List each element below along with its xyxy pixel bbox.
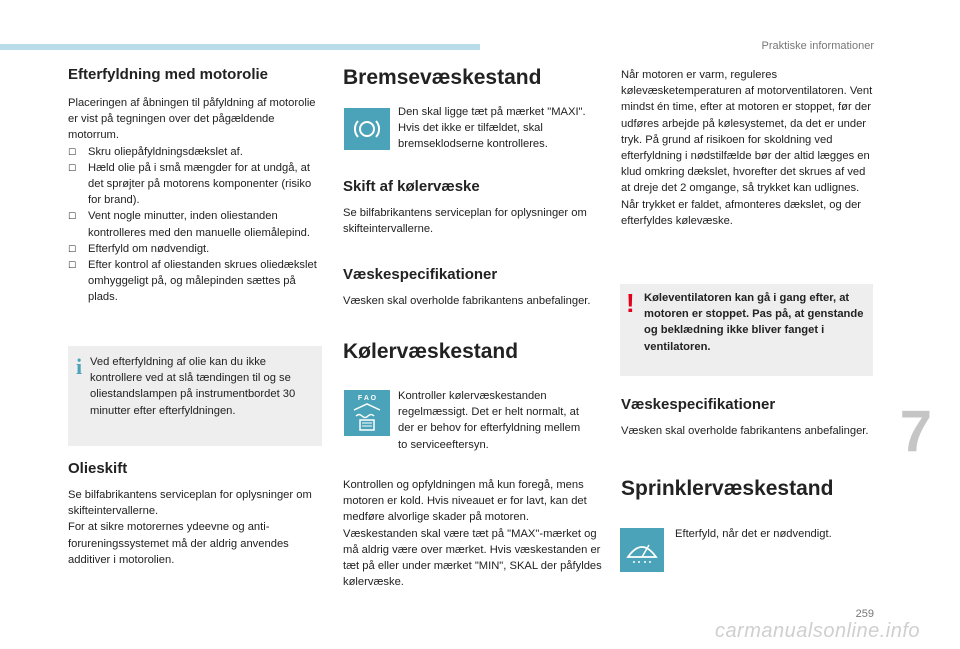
info-box xyxy=(68,346,322,446)
coolant-level-heading: Kølervæskestand xyxy=(343,340,519,363)
coolant-change-section xyxy=(343,178,603,237)
oil-change-section xyxy=(68,460,324,568)
info-text: Ved efterfyldning af olie kan du ikke kontrollere ved at slå tændingen til og se oliestandslampen på instrumentbordet 30 minutter efter efterfyldningen. xyxy=(90,356,296,417)
warning-icon: ! xyxy=(626,288,635,318)
bullet-icon: ☐ xyxy=(68,211,77,222)
fluid-spec-heading-2: Væskespecifikationer xyxy=(621,396,776,413)
oil-refill-heading: Efterfyldning med motorolie xyxy=(68,66,269,83)
coolant-level-section xyxy=(343,340,603,364)
oil-refill-intro: Placeringen af åbningen til påfyldning af motorolie er vist på tegningen over det pågældende motorrum. xyxy=(68,97,316,142)
fluid-spec-text-2: Væsken skal overholde fabrikantens anbefalinger. xyxy=(621,425,869,437)
fluid-spec-text-1: Væsken skal overholde fabrikantens anbefalinger. xyxy=(343,295,591,307)
fluid-spec-section-2 xyxy=(621,396,877,439)
chapter-number: 7 xyxy=(899,399,932,464)
list-item: ☐ Skru oliepåfyldningsdækslet af. xyxy=(68,144,324,160)
fluid-spec-heading-1: Væskespecifikationer xyxy=(343,266,498,283)
list-item: ☐ Hæld olie på i små mængder for at undgå, at det sprøjter på motorens komponenter (risiko for brand). xyxy=(68,160,324,209)
list-item: ☐ Efter kontrol af oliestanden skrues oliedækslet omhyggeligt på, og målepinden sættes på plads. xyxy=(68,257,324,306)
bullet-icon: ☐ xyxy=(68,243,77,254)
info-icon: i xyxy=(76,354,83,379)
warning-text: Køleventilatoren kan gå i gang efter, at motoren er stoppet. Pas på, at genstande og beklædning ikke bliver fanget i ventilatoren. xyxy=(644,292,864,353)
column-2 xyxy=(343,66,603,90)
oil-refill-steps xyxy=(68,144,324,306)
coolant-check-text: Kontrollen og opfyldningen må kun foregå, mens motoren er kold. Hvis niveauet er for lavt, kan det medføre alvorlige skader på motoren. Væskestanden skal være tæt på "MAX"-mærket og må aldrig være over mærket. Hvis væskestanden er tæt på eller under mærket "MIN", SKAL der påfyldes kølervæske. xyxy=(343,479,602,589)
coolant-level-text: Kontroller kølervæskestanden regelmæssigt. Det er helt normalt, at der er behov for efterfyldning mellem to serviceeftersyn. xyxy=(398,390,581,451)
brake-fluid-icon xyxy=(344,108,390,150)
washer-fluid-text: Efterfyld, når det er nødvendigt. xyxy=(675,528,832,540)
warning-box xyxy=(620,284,873,376)
brake-fluid-heading: Bremsevæskestand xyxy=(343,66,542,89)
bullet-icon: ☐ xyxy=(68,260,77,271)
list-item: ☐ Efterfyld om nødvendigt. xyxy=(68,241,324,257)
washer-icon xyxy=(620,528,664,572)
header-bar xyxy=(0,44,480,50)
washer-fluid-heading: Sprinklervæskestand xyxy=(621,477,834,500)
brake-fluid-text: Den skal ligge tæt på mærket "MAXI". Hvis det ikke er tilfældet, skal bremseklodserne kontrolleres. xyxy=(398,106,586,151)
oil-change-text-1: Se bilfabrikantens serviceplan for oplysninger om skifteintervallerne. xyxy=(68,489,312,518)
warm-engine-text: Når motoren er varm, reguleres kølevæsketemperaturen af motorventilatoren. Vent mindst én time, efter at motoren er stoppet, før der udføres arbejde på kølesystemet, da det er under tryk. På grund af risikoen for skoldning ved efterfyldning i nødstilfælde bør der altid lægges en klud omkring dækslet, hvorefter det skrues af ved at dreje det 2 omgange, så trykket kan udlignes. Når trykket er faldet, afmonteres dækslet, og der efterfyldes kølevæske. xyxy=(621,69,873,227)
section-title: Praktiske informationer xyxy=(761,40,874,52)
coolant-change-text: Se bilfabrikantens serviceplan for oplysninger om skifteintervallerne. xyxy=(343,207,587,236)
bullet-icon: ☐ xyxy=(68,146,77,157)
oil-change-text-2: For at sikre motorernes ydeevne og anti-forureningssystemet må der aldrig anvendes additiver i motorolien. xyxy=(68,521,289,566)
fluid-spec-section-1 xyxy=(343,266,603,309)
list-item: ☐ Vent nogle minutter, inden oliestanden kontrolleres med den manuelle oliemålepind. xyxy=(68,208,324,240)
washer-fluid-section xyxy=(621,477,877,501)
coolant-icon-label: F A O xyxy=(357,394,377,402)
coolant-icon xyxy=(344,390,390,436)
oil-change-heading: Olieskift xyxy=(68,460,128,477)
page-number: 259 xyxy=(855,608,874,620)
bullet-icon: ☐ xyxy=(68,162,77,173)
column-1 xyxy=(68,66,324,306)
watermark: carmanualsonline.info xyxy=(714,620,920,642)
coolant-change-heading: Skift af kølervæske xyxy=(343,178,480,195)
